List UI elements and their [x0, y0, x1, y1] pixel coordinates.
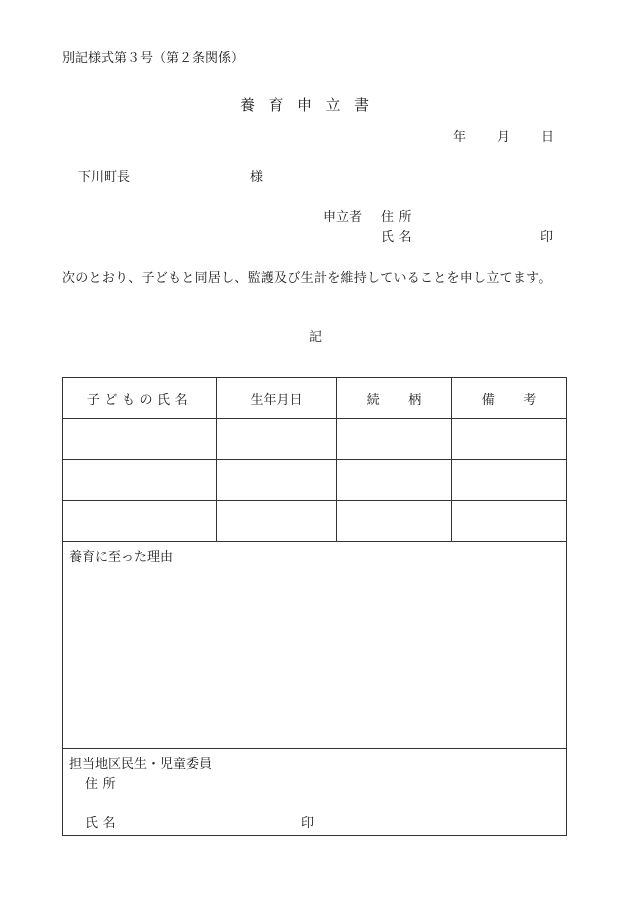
date-year-label: 年 — [453, 130, 467, 145]
committee-address-label: 住所 — [85, 777, 121, 792]
applicant-name-label: 氏名 — [381, 230, 417, 245]
child-name-cell[interactable] — [63, 460, 217, 501]
applicant-seal: 印 — [540, 230, 554, 245]
remarks-cell[interactable] — [452, 419, 567, 460]
form-number: 別記様式第３号（第２条関係） — [62, 51, 245, 66]
addressee-honorific: 様 — [250, 170, 264, 185]
header-relationship: 続柄 — [337, 378, 452, 419]
relationship-cell[interactable] — [337, 419, 452, 460]
remarks-cell[interactable] — [452, 501, 567, 542]
birth-date-cell[interactable] — [217, 460, 337, 501]
committee-cell[interactable] — [63, 749, 567, 836]
table-header-row — [63, 378, 567, 419]
child-name-cell[interactable] — [63, 419, 217, 460]
date-month-label: 月 — [497, 130, 511, 145]
intro-text: 次のとおり、子どもと同居し、監護及び生計を維持していることを申し立てます。 — [62, 271, 552, 286]
table-row — [63, 460, 567, 501]
committee-title: 担当地区民生・児童委員 — [69, 757, 213, 772]
birth-date-cell[interactable] — [217, 419, 337, 460]
committee-seal: 印 — [301, 816, 315, 831]
applicant-label: 申立者 — [323, 210, 363, 225]
document-title: 養育申立書 — [240, 96, 383, 114]
date-day-label: 日 — [541, 130, 555, 145]
reason-cell[interactable] — [63, 542, 567, 749]
committee-name-label: 氏名 — [85, 816, 121, 831]
child-name-cell[interactable] — [63, 501, 217, 542]
committee-row — [63, 749, 567, 836]
reason-row — [63, 542, 567, 749]
header-remarks: 備考 — [452, 378, 567, 419]
applicant-address-label: 住所 — [381, 210, 417, 225]
addressee-name: 下川町長 — [78, 170, 131, 185]
table-row — [63, 419, 567, 460]
reason-label: 養育に至った理由 — [69, 550, 174, 565]
header-birth-date: 生年月日 — [217, 378, 337, 419]
birth-date-cell[interactable] — [217, 501, 337, 542]
relationship-cell[interactable] — [337, 460, 452, 501]
record-label: 記 — [309, 330, 323, 345]
relationship-cell[interactable] — [337, 501, 452, 542]
table-row — [63, 501, 567, 542]
children-table — [62, 377, 566, 836]
header-child-name: 子どもの氏名 — [63, 378, 217, 419]
remarks-cell[interactable] — [452, 460, 567, 501]
